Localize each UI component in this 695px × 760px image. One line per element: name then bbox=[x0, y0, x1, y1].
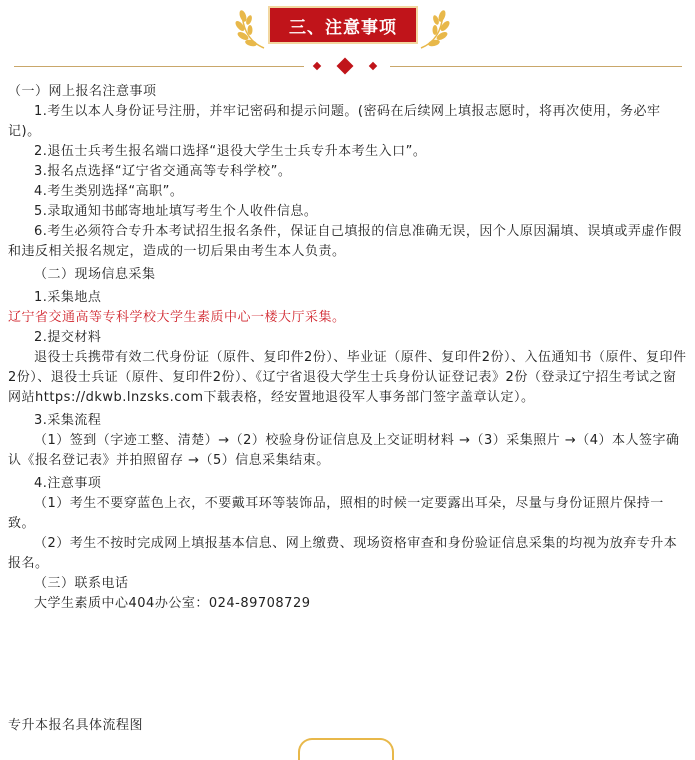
section-heading-onsite: （二）现场信息采集 bbox=[34, 267, 156, 282]
diamond-icon bbox=[369, 62, 377, 70]
list-item: 4.考生类别选择“高职”。 bbox=[34, 184, 184, 199]
location-label: 1.采集地点 bbox=[34, 290, 102, 305]
laurel-right-icon bbox=[417, 6, 451, 50]
list-item: 3.报名点选择“辽宁省交通高等专科学校”。 bbox=[34, 164, 292, 179]
section-heading-online: （一）网上报名注意事项 bbox=[8, 84, 157, 99]
note-item: （2）考生不按时完成网上填报基本信息、网上缴费、现场资格审查和身份验证信息采集的均视为放弃专升本报名。 bbox=[8, 536, 678, 571]
list-item: 5.录取通知书邮寄地址填写考生个人收件信息。 bbox=[34, 204, 318, 219]
flowchart-caption: 专升本报名具体流程图 bbox=[8, 718, 144, 733]
section-header bbox=[0, 0, 695, 82]
materials-value: 退役士兵携带有效二代身份证（原件、复印件2份）、毕业证（原件、复印件2份）、入伍通知书（原件、复印件2份）、退役士兵证（原件、复印件2份）、《辽宁省退役大学生士兵身份认证登记表》2份（登录辽宁招生考试之窗网站https://dkwb.lnzsks.com下载表格，经安置地退役军人事务部门签字盖章认定）。 bbox=[8, 350, 687, 405]
diamond-icon bbox=[313, 62, 321, 70]
next-section-header-edge bbox=[298, 738, 394, 760]
divider-left bbox=[14, 66, 304, 67]
notes-label: 4.注意事项 bbox=[34, 476, 102, 491]
materials-label: 2.提交材料 bbox=[34, 330, 102, 345]
notice-body bbox=[8, 82, 688, 614]
diamond-icon bbox=[337, 58, 354, 75]
list-item: 2.退伍士兵考生报名端口选择“退役大学生士兵专升本考生入口”。 bbox=[34, 144, 427, 159]
process-value: （1）签到（字迹工整、清楚）→（2）校验身份证信息及上交证明材料 →（3）采集照片 →（4）本人签字确认《报名登记表》并拍照留存 →（5）信息采集结束。 bbox=[8, 433, 680, 468]
section-heading-contact: （三）联系电话 bbox=[34, 576, 129, 591]
process-label: 3.采集流程 bbox=[34, 413, 102, 428]
note-item: （1）考生不要穿蓝色上衣，不要戴耳环等装饰品，照相的时候一定要露出耳朵，尽量与身份证照片保持一致。 bbox=[8, 496, 664, 531]
contact-phone: 大学生素质中心404办公室：024-89708729 bbox=[34, 596, 311, 611]
divider-right bbox=[390, 66, 682, 67]
list-item: 6.考生必须符合专升本考试招生报名条件，保证自己填报的信息准确无误，因个人原因漏填、误填或弄虚作假和违反相关报名规定，造成的一切后果由考生本人负责。 bbox=[8, 224, 682, 259]
list-item: 1.考生以本人身份证号注册，并牢记密码和提示问题。(密码在后续网上填报志愿时，将再次使用，务必牢记)。 bbox=[8, 104, 661, 139]
section-title: 三、注意事项 bbox=[268, 6, 418, 44]
laurel-left-icon bbox=[234, 6, 268, 50]
location-value: 辽宁省交通高等专科学校大学生素质中心一楼大厅采集。 bbox=[8, 310, 346, 325]
